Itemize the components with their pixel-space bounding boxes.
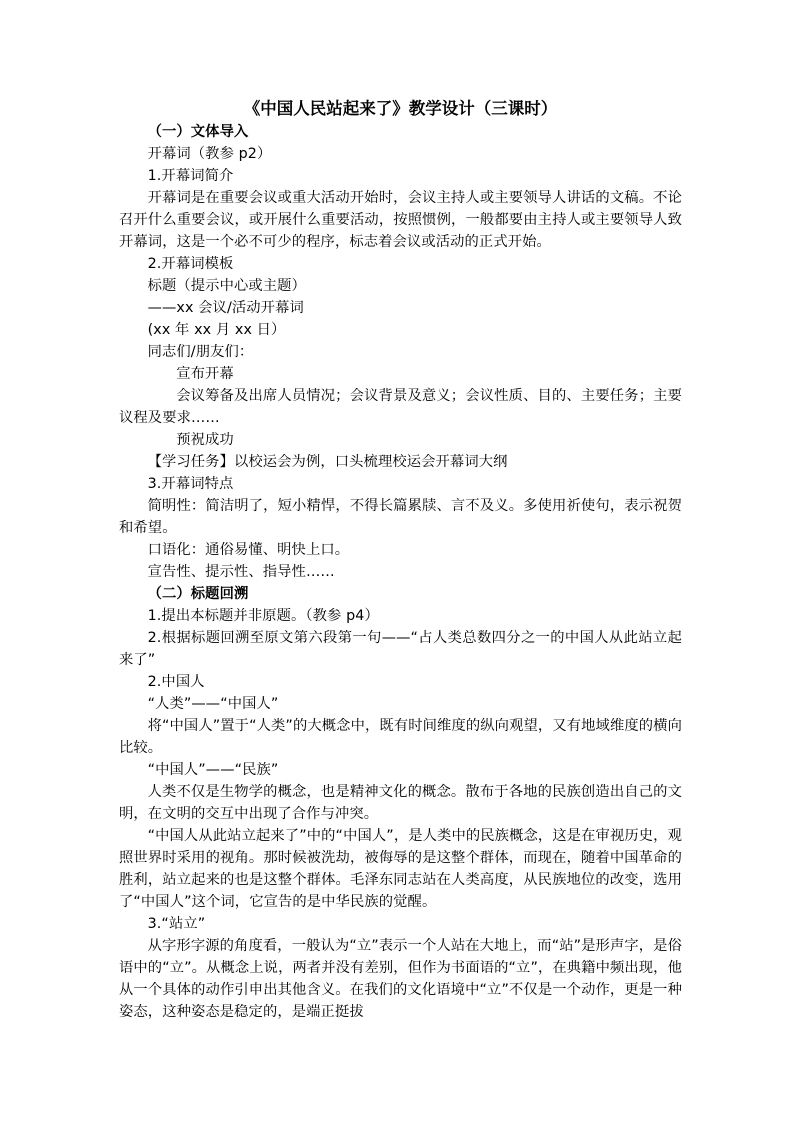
paragraph: “中国人”——“民族” (147, 762, 279, 778)
paragraph: 2.中国人 (147, 674, 205, 690)
paragraph: 宣告性、提示性、指导性…… (147, 564, 335, 580)
paragraph: 【学习任务】以校运会为例，口头梳理校运会开幕词大纲 (147, 454, 508, 470)
paragraph: 口语化：通俗易懂、明快上口。 (147, 542, 350, 558)
paragraph: 简明性：简洁明了，短小精悍，不得长篇累牍、言不及义。多使用祈使句，表示祝贺和希望。 (119, 498, 682, 536)
paragraph: ——xx 会议/活动开幕词 (147, 300, 304, 316)
paragraph: 预祝成功 (176, 432, 234, 448)
paragraph: 3.开幕词特点 (147, 476, 234, 492)
section-heading: （一）文体导入 (147, 124, 249, 140)
paragraph: 从字形字源的角度看，一般认为“立”表示一个人站在大地上，而“站”是形声字，是俗语中的“立”。从概念上说，两者并没有差别，但作为书面语的“立”，在典籍中频出现，他从一个具体的动作引申出其他含义。在我们的文化语境中“立”不仅是一个动作，更是一种姿态，这种姿态是稳定的，是端正挺拔 (119, 938, 682, 1020)
paragraph: 会议筹备及出席人员情况；会议背景及意义；会议性质、目的、主要任务；主要议程及要求…… (119, 388, 682, 426)
paragraph: (xx 年 xx 月 xx 日） (147, 322, 286, 338)
paragraph: “人类”——“中国人” (147, 696, 279, 712)
paragraph: 宣布开幕 (176, 366, 234, 382)
paragraph: 人类不仅是生物学的概念，也是精神文化的概念。散布于各地的民族创造出自己的文明，在文明的交互中出现了合作与冲突。 (119, 784, 682, 822)
paragraph: 2.根据标题回溯至原文第六段第一句——“占人类总数四分之一的中国人从此站立起来了” (119, 630, 682, 668)
document-body (119, 121, 682, 1023)
paragraph: 同志们/朋友们： (147, 344, 254, 360)
paragraph: 2.开幕词模板 (147, 256, 234, 272)
paragraph: “中国人从此站立起来了”中的“中国人”，是人类中的民族概念，这是在审视历史，观照世界时采用的视角。那时候被洗劫，被侮辱的是这整个群体，而现在，随着中国革命的胜利，站立起来的也是这整个群体。毛泽东同志站在人类高度，从民族地位的改变，选用了“中国人”这个词，它宣告的是中华民族的觉醒。 (119, 828, 682, 910)
section-heading: （二）标题回溯 (147, 586, 249, 602)
paragraph: 开幕词是在重要会议或重大活动开始时，会议主持人或主要领导人讲话的文稿。不论召开什么重要会议，或开展什么重要活动，按照惯例，一般都要由主持人或主要领导人致开幕词，这是一个必不可少的程序，标志着会议或活动的正式开始。 (119, 190, 682, 250)
paragraph: 将“中国人”置于“人类”的大概念中，既有时间维度的纵向观望，又有地域维度的横向比较。 (119, 718, 682, 756)
document-title: 《中国人民站起来了》教学设计（三课时） (243, 99, 558, 118)
paragraph: 3.“站立” (147, 916, 206, 932)
paragraph: 1.开幕词简介 (147, 168, 234, 184)
paragraph: 标题（提示中心或主题） (147, 278, 306, 294)
paragraph: 1.提出本标题并非原题。（教参 p4） (147, 608, 379, 624)
paragraph: 开幕词（教参 p2） (147, 146, 272, 162)
